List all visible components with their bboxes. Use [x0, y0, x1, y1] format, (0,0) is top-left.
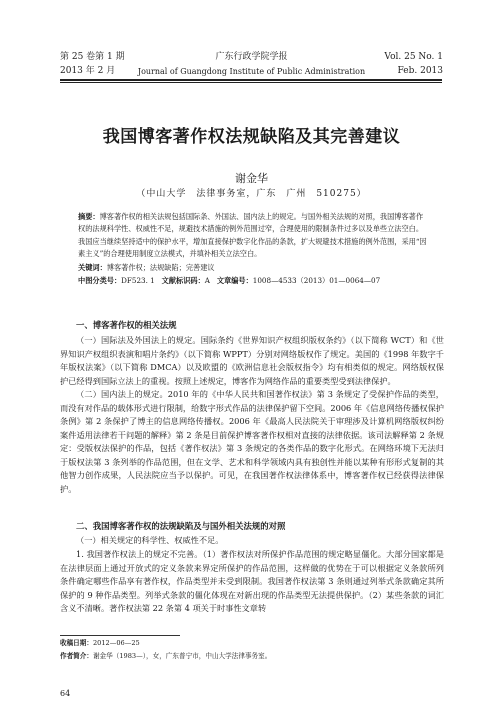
paragraph: （二）国内法上的规定。2010 年的《中华人民共和国著作权法》第 3 条规定了受保护作品的类型，而没有对作品的载体形式进行限制，给数字形式作品的法律保护留下空间。2006 年《信息网络传播权保护条例》第 2 条保护了博主的信息网络传播权。2006 年《最高人民法院关于审理涉及计算机网络版权纠纷案件适用法律若干问题的解释》第 2 条是目前保护博客著作权相对直接的法律依据。该司法解释第 2 条规定：受版权法保护的作品，包括《著作权法》第 3 条规定的各类作品的数字化形式。在网络环境下无法归于版权法第 3 条列举的作品范围，但在文学、艺术和科学领域内具有独创性并能以某种有形形式复制的其他智力创作成果，人民法院应当予以保护。可见，在我国著作权法律体系中，博客著作权已经获得法律保护。: [60, 389, 444, 494]
keywords-text: 博客著作权；法规缺陷；完善建议: [106, 263, 215, 272]
keywords: [78, 262, 438, 274]
header-rule-thick: [60, 79, 442, 81]
footnote-received: [60, 638, 140, 649]
header-volume: 第 25 卷第 1 期: [60, 52, 125, 62]
abstract: [78, 211, 428, 260]
page-number: 64: [60, 689, 71, 698]
footnote-author: [60, 651, 271, 662]
footnote-rule: [60, 635, 180, 636]
section-1-heading: 一、博客著作权的相关法规: [76, 320, 177, 330]
article-no-value: 1008—4533（2013）01—0064—07: [252, 276, 381, 285]
header-date: 2013 年 2 月: [60, 66, 116, 76]
article-no-label: 文章编号：: [216, 276, 253, 285]
article-title: 我国博客著作权法规缺陷及其完善建议: [102, 127, 401, 147]
doc-code-value: A: [204, 276, 210, 285]
keywords-label: 关键词：: [78, 263, 107, 272]
header-journal-en: Journal of Guangdong Institute of Public Administration: [137, 67, 366, 76]
author-bio: 谢金华（1983—），女，广东普宁市，中山大学法律事务室。: [92, 652, 272, 660]
header-rule-thin: [60, 82, 442, 83]
abstract-text: 博客著作权的相关法规包括国际条、外国法、国内法上的规定。与国外相关法规的对照，我国博客著作权的法规科学性、权威性不足，规避技术措施的例外范围过窄，合理使用的限制条件过多以及单些立法空白。我国应当继续坚持适中的保护水平，增加直接保护数字化作品的条款，扩大规避技术措施的例外范围，采用“因素主义”的合理使用制度立法模式，并填补相关立法空白。: [78, 212, 427, 258]
paragraph: （一）国际法及外国法上的规定。国际条约《世界知识产权组织版权条约》（以下简称 WCT）和《世界知识产权组织表演和唱片条约》（以下简称 WPPT）分别对网络版权作了规定。美国的《1998 年数字千年版权法案》（以下简称 DMCA）以及欧盟的《欧洲信息社会版权指令》均有相类似的规定。网络版权保护已经得到国际立法上的重视。按照上述规定，博客作为网络作品的重要类型受到法律保护。: [60, 335, 444, 386]
clc-value: DF523. 1: [121, 276, 155, 285]
section-2-body: [60, 548, 444, 616]
doc-code-label: 文献标识码：: [161, 276, 205, 285]
section-1-body: [60, 334, 444, 496]
header-vol-no: Vol. 25 No. 1: [384, 52, 443, 62]
abstract-label: 摘要：: [78, 212, 100, 221]
received-label: 收稿日期：: [60, 639, 93, 647]
section-2-heading: 二、我国博客著作权的法规缺陷及与国外相关法规的对照: [76, 521, 286, 531]
clc-label: 中图分类号：: [78, 276, 122, 285]
author-bio-label: 作者简介：: [60, 652, 93, 660]
paragraph: 1. 我国著作权法上的规定不完善。（1）著作权法对所保护作品范围的规定略显僵化。大部分国家都是在法律层面上通过开放式的定义条款来界定所保护的作品范围，这样做的优势在于可以根据定义条款所列条件确定哪些作品享有著作权，作品类型并未受到限制。我国著作权法第 3 条则通过列举式条款确定其所保护的 9 种作品类型。列举式条款的僵化体现在对新出现的作品类型无法提供保护。（2）某些条款的词汇含义不清晰。著作权法第 22 条第 4 项关于时事性文章转: [60, 549, 444, 613]
classification-line: [78, 275, 438, 287]
author-name: 谢金华: [235, 172, 268, 185]
subsection-heading: （一）相关规定的科学性、权威性不足。: [76, 535, 224, 545]
author-affiliation: （中山大学 法律事务室，广东 广州 510275）: [136, 189, 367, 199]
header-journal-cn: 广东行政学院学报: [215, 52, 288, 62]
header-month: Feb. 2013: [397, 66, 443, 76]
received-date: 2012—06—25: [92, 639, 140, 647]
